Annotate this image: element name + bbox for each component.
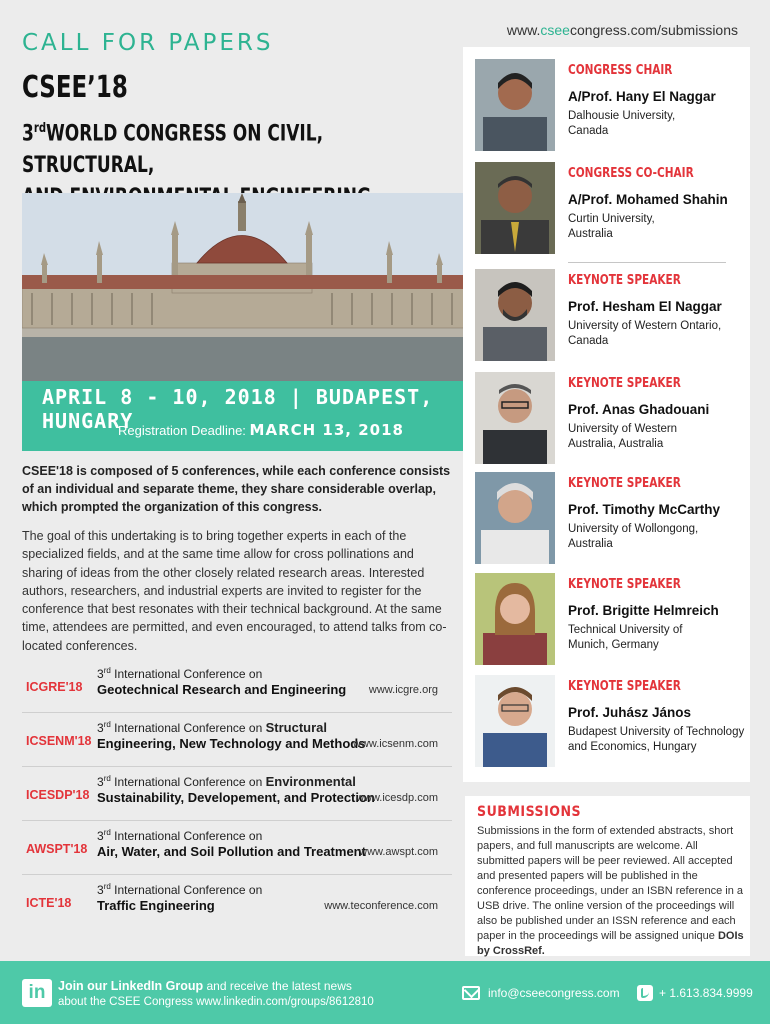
speaker-card: KEYNOTE SPEAKER Prof. Brigitte Helmreich Technical University of Munich, Germany [475,573,745,665]
body-paragraph: The goal of this undertaking is to bring together experts in each of the specialized fields, and at the same time allow for cross pollinations and sharing of ideas from the other closely related research areas. Interested authors, researchers, and industrial experts are invited to register for the conference that best resonates with their technical background. At the same time, attendees are permitted, and even encouraged, to attend talks from co-located conferences. [22,529,447,653]
conference-link[interactable]: www.icgre.org [368,684,438,696]
contact-email[interactable]: info@cseecongress.com [488,986,620,1000]
submissions-url[interactable]: www.cseecongress.com/submissions [506,22,738,38]
call-for-papers: CALL FOR PAPERS [22,30,274,56]
conference-item: ICGRE'18 3rd International Conference on Geotechnical Research and Engineering www.icgre.org [26,666,438,697]
speaker-photo [475,472,555,564]
congress-acronym: CSEE’18 [22,70,128,105]
event-dates: APRIL 8 - 10, 2018 | BUDAPEST, HUNGARY [42,385,434,433]
conference-item: ICSENM'18 3rd International Conference on Structural Engineering, New Technology and Methods www.icsenm.com [26,720,438,751]
email-icon [462,986,480,1000]
submissions-heading: SUBMISSIONS [477,804,582,820]
speaker-photo [475,162,555,254]
conference-item: AWSPT'18 3rd International Conference on Air, Water, and Soil Pollution and Treatment www.awspt.com [26,828,438,859]
conference-link[interactable]: www.icesdp.com [356,792,438,804]
speaker-card: KEYNOTE SPEAKER Prof. Timothy McCarthy University of Wollongong, Australia [475,472,745,564]
linkedin-invite: Join our LinkedIn Group and receive the latest news [58,979,352,993]
registration-deadline: Registration Deadline: MARCH 13, 2018 [118,421,404,439]
speaker-card: KEYNOTE SPEAKER Prof. Juhász János Budapest University of Technology and Economics, Hungary [475,675,745,767]
linkedin-group-link[interactable]: about the CSEE Congress www.linkedin.com/groups/8612810 [58,996,374,1008]
submissions-panel [465,796,750,956]
footer [0,961,770,1024]
conference-link[interactable]: www.icsenm.com [353,738,438,750]
linkedin-icon[interactable]: in [22,979,52,1007]
conference-link[interactable]: www.teconference.com [324,900,438,912]
congress-title: 3rdWORLD CONGRESS ON CIVIL, STRUCTURAL, [22,121,324,179]
divider [22,874,452,875]
header-block [22,30,464,214]
speaker-card: KEYNOTE SPEAKER Prof. Hesham El Naggar University of Western Ontario, Canada [475,269,745,361]
speakers-panel [463,47,750,782]
phone-icon [637,985,653,1001]
divider [22,766,452,767]
speaker-photo [475,269,555,361]
speaker-photo [475,59,555,151]
conference-item: ICTE'18 3rd International Conference on Traffic Engineering www.teconference.com [26,882,438,913]
speaker-card: CONGRESS CO-CHAIR A/Prof. Mohamed Shahin Curtin University, Australia [475,162,745,254]
divider [568,262,726,263]
speaker-photo [475,372,555,464]
conference-item: ICESDP'18 3rd International Conference on Environmental Sustainability, Developement, and Protection www.icesdp.com [26,774,438,805]
speaker-card: KEYNOTE SPEAKER Prof. Anas Ghadouani University of Western Australia, Australia [475,372,745,464]
speaker-photo [475,675,555,767]
submissions-text: Submissions in the form of extended abstracts, short papers, and full manuscripts are welcome. All submitted papers will be peer reviewed. All accepted and presented papers will be published in the conference proceedings, under an ISBN reference in a USB drive. The online version of the proceedings will also be published under an ISSN reference and each paper in the proceedings will be assigned unique DOIs by CrossRef. [477,825,744,957]
intro-paragraph: CSEE'18 is composed of 5 conferences, while each conference consists of an individual and separate theme, they share considerable overlap, which prompted the organization of this congress. [22,464,451,514]
conference-link[interactable]: www.awspt.com [359,846,438,858]
contact-phone[interactable]: + 1.613.834.9999 [659,986,753,1000]
divider [22,712,452,713]
event-banner [22,381,464,451]
divider [22,820,452,821]
parliament-photo [22,193,464,383]
speaker-photo [475,573,555,665]
speaker-card: CONGRESS CHAIR A/Prof. Hany El Naggar Dalhousie University, Canada [475,59,745,151]
